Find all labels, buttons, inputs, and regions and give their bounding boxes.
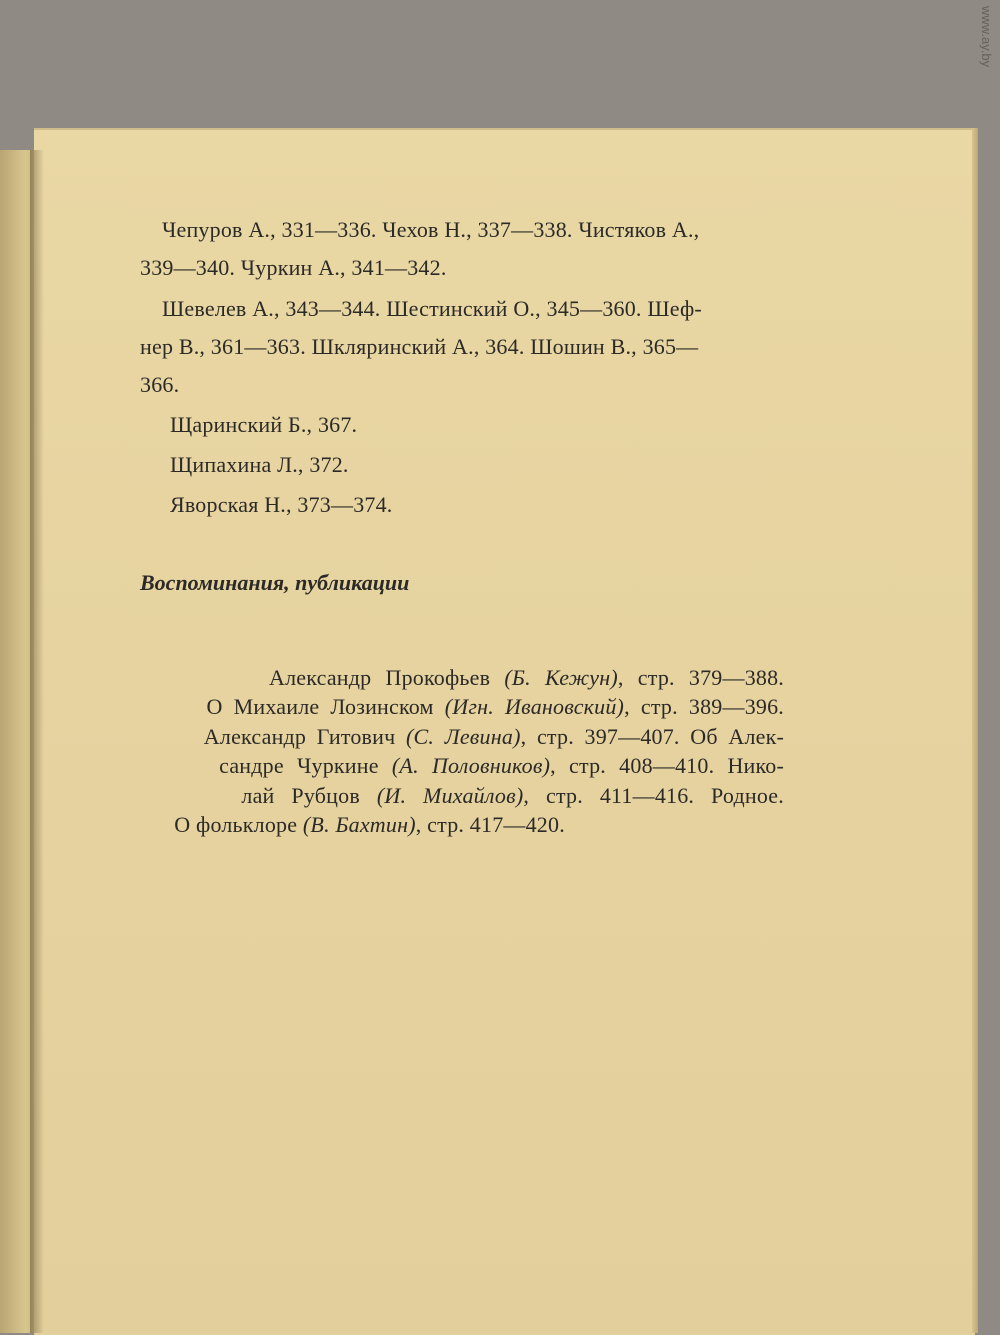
memoir-pages: , стр. 389—396. xyxy=(624,694,784,719)
memoir-author: (Игн. Ивановский) xyxy=(444,694,625,719)
memoir-title: О фольклоре xyxy=(174,812,303,837)
index-line: Чепуров А., 331—336. Чехов Н., 337—338. Чистяков А., xyxy=(162,217,700,242)
memoir-line xyxy=(140,768,565,882)
section-heading: Воспоминания, публикации xyxy=(140,570,410,595)
index-line: Щаринский Б., 367. xyxy=(170,412,358,437)
memoir-pages: , стр. 397—407. Об Алек- xyxy=(520,724,785,749)
memoir-title: О Михаиле Лозинском xyxy=(206,694,445,719)
index-line: нер В., 361—363. Шкляринский А., 364. Шошин В., 365— xyxy=(140,334,699,359)
memoir-pages: , стр. 408—410. Нико- xyxy=(550,753,785,778)
memoir-title: Александр Прокофьев xyxy=(269,665,505,690)
watermark-text: www.ay.by xyxy=(979,6,994,68)
memoir-pages: , стр. 417—420. xyxy=(415,812,565,837)
index-line: Щипахина Л., 372. xyxy=(170,452,349,477)
memoir-author: (С. Левина) xyxy=(406,724,521,749)
index-line: 339—340. Чуркин А., 341—342. xyxy=(140,255,447,280)
memoir-pages: , стр. 411—416. Родное. xyxy=(523,783,784,808)
memoir-author: (А. Половников) xyxy=(391,753,551,778)
memoir-title: сандре Чуркине xyxy=(219,753,392,778)
index-line: Шевелев А., 343—344. Шестинский О., 345—360. Шеф- xyxy=(162,296,702,321)
index-line: 366. xyxy=(140,372,180,397)
memoir-author: (И. Михайлов) xyxy=(376,783,524,808)
memoir-author: (Б. Кежун) xyxy=(504,665,618,690)
index-line: Яворская Н., 373—374. xyxy=(170,492,393,517)
memoir-title: Александр Гитович xyxy=(203,724,407,749)
memoir-title: лай Рубцов xyxy=(241,783,377,808)
memoir-pages: , стр. 379—388. xyxy=(617,665,785,690)
memoir-author: (В. Бахтин) xyxy=(302,812,416,837)
